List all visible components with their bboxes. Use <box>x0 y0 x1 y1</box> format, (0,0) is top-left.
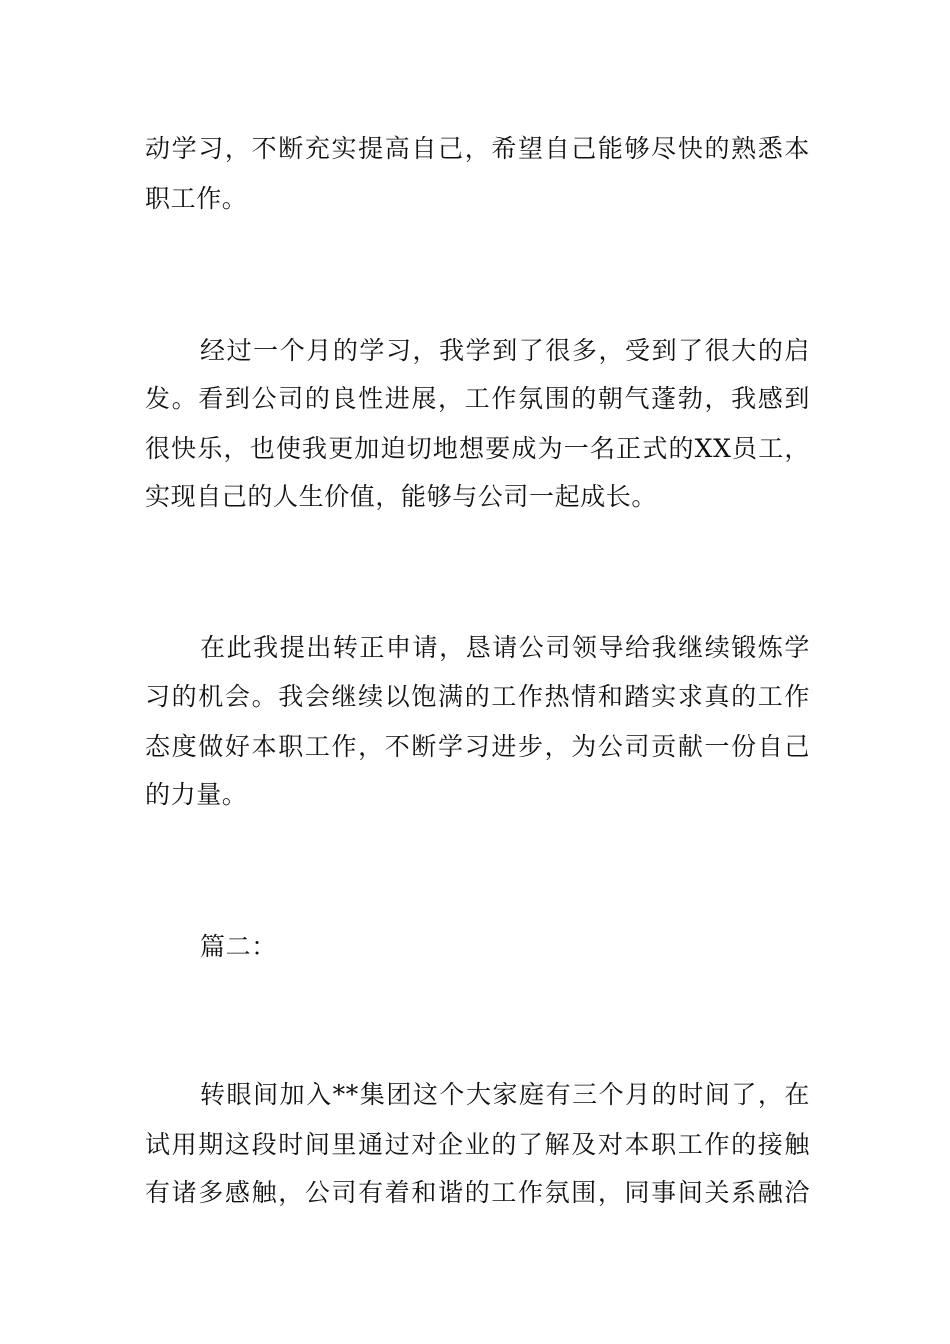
section-heading: 篇二： <box>200 932 277 961</box>
paragraph-3-line-3: 态度做好本职工作，不断学习进步，为公司贡献一份自己 <box>145 732 810 761</box>
paragraph-4-line-2: 试用期这段时间里通过对企业的了解及对本职工作的接触 <box>145 1130 810 1159</box>
paragraph-1-line-2: 职工作。 <box>145 184 248 213</box>
paragraph-3-line-4: 的力量。 <box>145 780 248 809</box>
paragraph-3-line-1: 在此我提出转正申请，恳请公司领导给我继续锻炼学 <box>200 633 810 662</box>
paragraph-3-line-2: 习的机会。我会继续以饱满的工作热情和踏实求真的工作 <box>145 682 810 711</box>
paragraph-4-line-1: 转眼间加入**集团这个大家庭有三个月的时间了，在 <box>200 1080 810 1109</box>
paragraph-2-line-1: 经过一个月的学习，我学到了很多，受到了很大的启 <box>200 336 810 365</box>
paragraph-1-line-1: 动学习，不断充实提高自己，希望自己能够尽快的熟悉本 <box>145 134 810 163</box>
paragraph-2-line-3: 很快乐，也使我更加迫切地想要成为一名正式的XX员工， <box>145 434 810 463</box>
paragraph-2-line-2: 发。看到公司的良性进展，工作氛围的朝气蓬勃，我感到 <box>145 384 810 413</box>
paragraph-2-line-4: 实现自己的人生价值，能够与公司一起成长。 <box>145 482 658 511</box>
paragraph-4-line-3: 有诸多感触，公司有着和谐的工作氛围，同事间关系融洽 <box>145 1178 810 1207</box>
